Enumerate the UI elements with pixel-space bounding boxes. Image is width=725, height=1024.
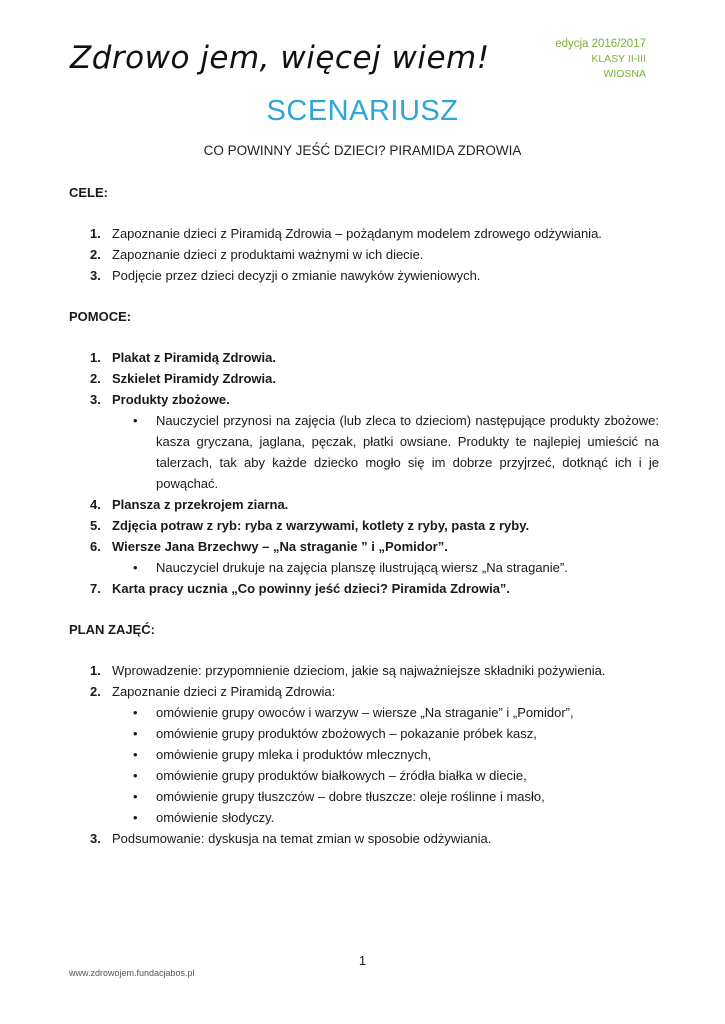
list-item: 1. Wprowadzenie: przypomnienie dzieciom, jakie są najważniejsze składniki pożywienia. (69, 660, 659, 681)
bullet-marker: • (133, 810, 138, 825)
bullet-marker: • (133, 560, 138, 575)
edition-classes: KLASY II-III (591, 53, 646, 65)
footer-url: www.zdrowojem.fundacjabos.pl (69, 968, 195, 978)
list-number: 2. (90, 371, 101, 386)
list-number: 3. (90, 268, 101, 283)
list-number: 1. (90, 226, 101, 241)
list-number: 1. (90, 663, 101, 678)
page-subtitle: CO POWINNY JEŚĆ DZIECI? PIRAMIDA ZDROWIA (203, 143, 522, 158)
list-item: 3. Produkty zbożowe. (69, 389, 659, 410)
list-item: 2. Zapoznanie dzieci z Piramidą Zdrowia: (69, 681, 659, 702)
list-item: 6. Wiersze Jana Brzechwy – „Na straganie ” i „Pomidor”. (69, 536, 659, 557)
edition-info (555, 37, 646, 82)
page-number: 1 (358, 953, 367, 968)
list-item: 1. Zapoznanie dzieci z Piramidą Zdrowia – pożądanym modelem zdrowego odżywiania. (69, 223, 659, 244)
bullet-item: • Nauczyciel drukuje na zajęcia planszę ilustrującą wiersz „Na straganie”. (69, 557, 659, 578)
edition-season: WIOSNA (603, 68, 646, 80)
bullet-item: • Nauczyciel przynosi na zajęcia (lub zleca to dzieciom) następujące produkty zbożowe: kasza gryczana, jaglana, pęczak, płatki owsiane. Produkty te najlepiej umieścić na talerzach, tak aby każde dziecko mogło się im dobrze przyjrzeć, dotknąć ich i je powąchać. (69, 410, 659, 494)
bullet-marker: • (133, 789, 138, 804)
list-number: 4. (90, 497, 101, 512)
bullet-marker: • (133, 726, 138, 741)
list-number: 2. (90, 684, 101, 699)
list-number: 5. (90, 518, 101, 533)
list-item: 3. Podjęcie przez dzieci decyzji o zmianie nawyków żywieniowych. (69, 265, 659, 286)
bullet-marker: • (133, 705, 138, 720)
section-heading-plan: PLAN ZAJĘĆ: (69, 622, 155, 637)
bullet-item: • omówienie grupy mleka i produktów mlecznych, (69, 744, 659, 765)
bullet-item: • omówienie grupy produktów zbożowych – pokazanie próbek kasz, (69, 723, 659, 744)
list-number: 3. (90, 831, 101, 846)
bullet-marker: • (133, 747, 138, 762)
bullet-item: • omówienie grupy tłuszczów – dobre tłuszcze: oleje roślinne i masło, (69, 786, 659, 807)
list-item: 7. Karta pracy ucznia „Co powinny jeść dzieci? Piramida Zdrowia”. (69, 578, 659, 599)
bullet-marker: • (133, 413, 138, 428)
list-item: 2. Szkielet Piramidy Zdrowia. (69, 368, 659, 389)
list-number: 1. (90, 350, 101, 365)
list-number: 7. (90, 581, 101, 596)
list-number: 6. (90, 539, 101, 554)
bullet-item: • omówienie grupy owoców i warzyw – wiersze „Na straganie” i „Pomidor”, (69, 702, 659, 723)
page-title: SCENARIUSZ (266, 95, 459, 127)
list-item: 3. Podsumowanie: dyskusja na temat zmian w sposobie odżywiania. (69, 828, 659, 849)
list-item: 4. Plansza z przekrojem ziarna. (69, 494, 659, 515)
edition-year: edycja 2016/2017 (555, 38, 646, 50)
bullet-item: • omówienie grupy produktów białkowych – źródła białka w diecie, (69, 765, 659, 786)
section-heading-pomoce: POMOCE: (69, 309, 132, 324)
list-item: 2. Zapoznanie dzieci z produktami ważnymi w ich diecie. (69, 244, 659, 265)
list-item: 1. Plakat z Piramidą Zdrowia. (69, 347, 659, 368)
list-number: 3. (90, 392, 101, 407)
bullet-marker: • (133, 768, 138, 783)
list-number: 2. (90, 247, 101, 262)
document-body (69, 182, 659, 849)
logo: Zdrowo jem, więcej wiem! (70, 40, 490, 76)
section-heading-cele: CELE: (69, 185, 108, 200)
bullet-item: • omówienie słodyczy. (69, 807, 659, 828)
list-item: 5. Zdjęcia potraw z ryb: ryba z warzywami, kotlety z ryby, pasta z ryby. (69, 515, 659, 536)
